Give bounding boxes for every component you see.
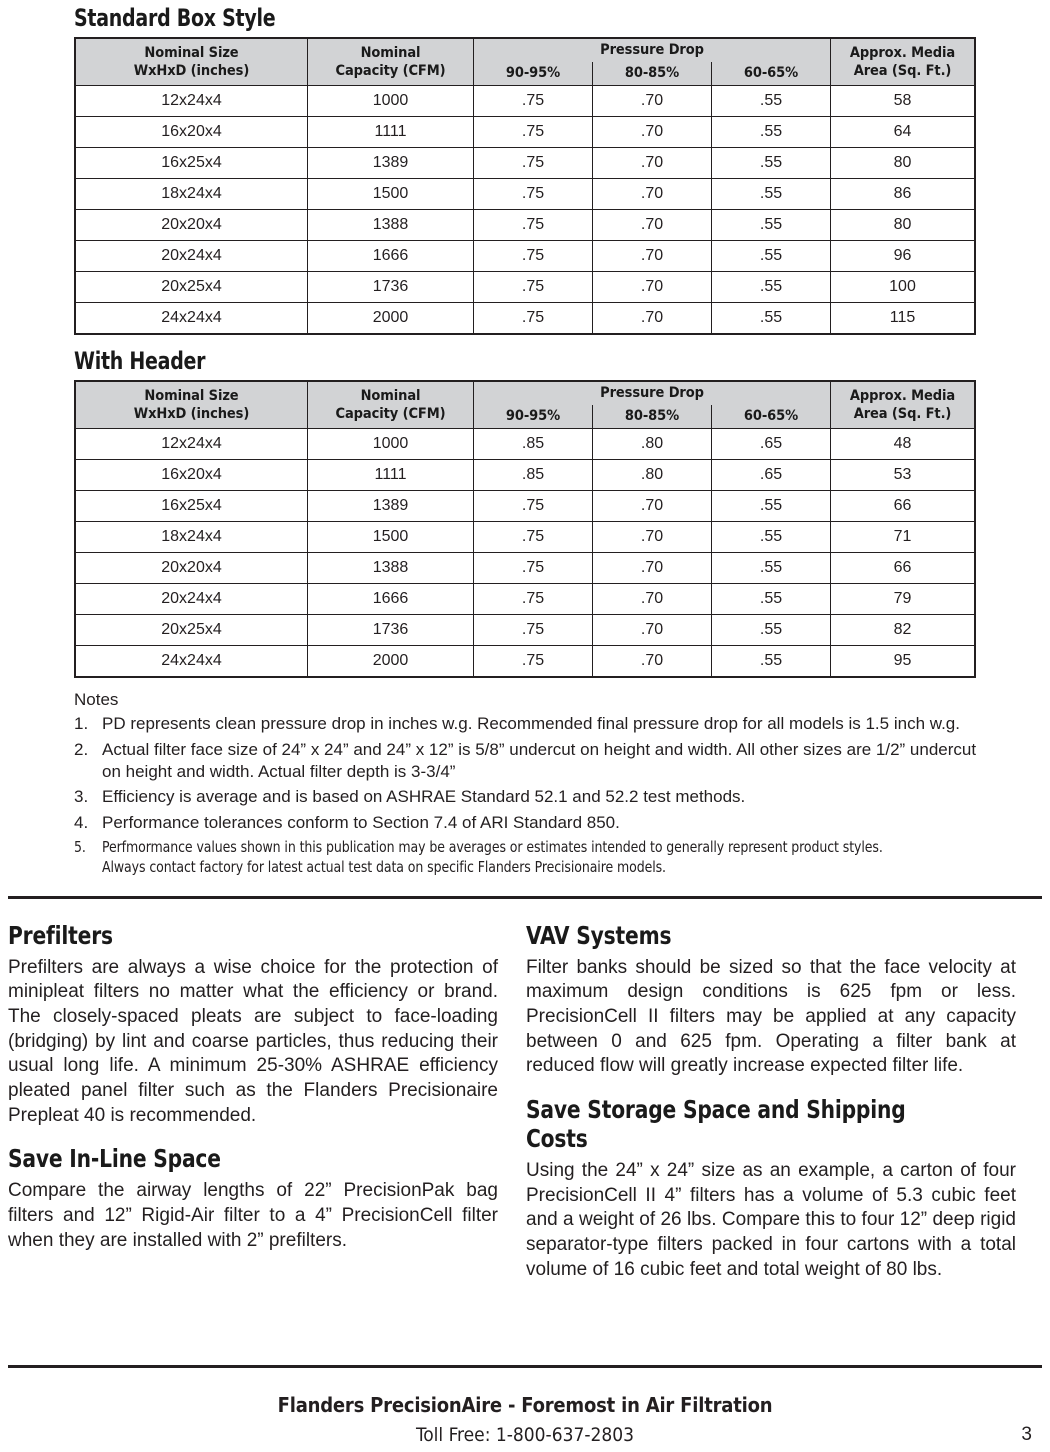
table-cell: .75 (474, 86, 593, 117)
heading-save-storage-space: Save Storage Space and Shipping Costs (526, 1095, 906, 1154)
table-cell: .75 (474, 148, 593, 179)
table-row (75, 241, 975, 272)
table-cell: .55 (712, 646, 831, 678)
table-cell: 95 (831, 646, 976, 678)
note-text: Perfmormance values shown in this publication may be averages or estimates intended to generally represent product styles. Always contact factory for latest actual test data on specific Flanders Precisionaire models. (102, 837, 883, 876)
table-cell: 20x25x4 (75, 272, 308, 303)
table-cell: .85 (474, 429, 593, 460)
notes-label: Notes (74, 690, 119, 709)
table-row (75, 429, 975, 460)
table-cell: 80 (831, 148, 976, 179)
table-cell: 20x20x4 (75, 210, 308, 241)
table-cell: .80 (593, 460, 712, 491)
paragraph-save-storage-space: Using the 24” x 24” size as an example, a carton of four PrecisionCell II 4” filters has a volume of 5.3 cubic feet and a weight of 26 lbs. Compare this to four 12” deep rigid separator-type filters packed in four cartons with a total volume of 16 cubic feet and total weight of 80 lbs. (526, 1160, 1016, 1280)
table-cell: .75 (474, 491, 593, 522)
th-pressure-drop-group: Pressure Drop (474, 381, 831, 405)
th-approx-media-area-line1: Approx. Media (849, 44, 956, 61)
footer-tagline: Flanders PrecisionAire - Foremost in Air Filtration (277, 1393, 773, 1417)
table-row (75, 179, 975, 210)
th-nominal-size-line2: WxHxD (inches) (133, 406, 250, 422)
table-cell: 115 (831, 303, 976, 335)
table-cell: .70 (593, 491, 712, 522)
table-cell: 20x24x4 (75, 584, 308, 615)
table-row (75, 615, 975, 646)
th-nominal-capacity-line1: Nominal (360, 387, 421, 404)
table-cell: 71 (831, 522, 976, 553)
table-body (75, 86, 975, 335)
note-number: 2. (74, 739, 89, 759)
table-cell: .75 (474, 522, 593, 553)
table-cell: .55 (712, 491, 831, 522)
table-cell: 24x24x4 (75, 646, 308, 678)
th-approx-media-area-line2: Area (Sq. Ft.) (853, 63, 952, 79)
table-cell: 79 (831, 584, 976, 615)
table-cell: .70 (593, 522, 712, 553)
heading-prefilters: Prefilters (8, 920, 113, 950)
table-cell: .70 (593, 241, 712, 272)
table-title-with-header: With Header (74, 347, 206, 375)
section-divider (8, 896, 1042, 899)
th-nominal-size (75, 381, 308, 429)
table-cell: 1500 (308, 179, 474, 210)
table-cell: .75 (474, 584, 593, 615)
right-column (526, 921, 1016, 1287)
table-cell: 58 (831, 86, 976, 117)
table-cell: .55 (712, 210, 831, 241)
table-cell: 16x25x4 (75, 148, 308, 179)
spec-table-with-header (74, 380, 976, 678)
th-nominal-capacity (308, 38, 474, 86)
note-number: 1. (74, 714, 89, 733)
table-row (75, 117, 975, 148)
spec-table-standard-box-style (74, 37, 976, 335)
th-pd-60-65: 60-65% (712, 405, 831, 429)
table-cell: 1389 (308, 148, 474, 179)
th-approx-media-area-line1: Approx. Media (849, 387, 956, 404)
th-pd-90-95: 90-95% (474, 405, 593, 429)
paragraph-vav-systems: Filter banks should be sized so that the face velocity at maximum design conditions is 625 fpm or less. PrecisionCell II filters may be applied at any capacity between 0 and 625 fpm. Operating a filter bank at reduced flow will greatly increase expected filter life. (526, 956, 1016, 1077)
table-cell: .70 (593, 86, 712, 117)
th-nominal-size-line1: Nominal Size (144, 44, 239, 61)
table-cell: 82 (831, 615, 976, 646)
table-cell: 16x25x4 (75, 491, 308, 522)
table-cell: .75 (474, 117, 593, 148)
note-text: Efficiency is average and is based on ASHRAE Standard 52.1 and 52.2 test methods. (102, 787, 746, 807)
th-nominal-size-line2: WxHxD (inches) (133, 63, 250, 79)
table-row (75, 460, 975, 491)
table-row (75, 522, 975, 553)
note-item (74, 739, 984, 783)
th-approx-media-area (831, 38, 976, 86)
note-text: Actual filter face size of 24” x 24” and 24” x 12” is 5/8” undercut on height and width. All other sizes are 1/2” undercut on height and width. Actual filter depth is 3-3/4” (102, 739, 977, 781)
table-cell: 20x24x4 (75, 241, 308, 272)
note-item (74, 838, 984, 878)
note-item (74, 786, 984, 808)
note-item (74, 812, 984, 834)
table-row (75, 148, 975, 179)
table-cell: 2000 (308, 646, 474, 678)
table-cell: .75 (474, 646, 593, 678)
table-cell: 1111 (308, 117, 474, 148)
table-header (75, 38, 975, 86)
th-nominal-size (75, 38, 308, 86)
th-nominal-capacity-line2: Capacity (CFM) (335, 63, 446, 79)
paragraph-save-in-line-space: Compare the airway lengths of 22” PrecisionPak bag filters and 12” Rigid-Air filter to a 4” PrecisionCell filter when they are installed with 2” prefilters. (8, 1180, 498, 1251)
table-cell: .75 (474, 303, 593, 335)
note-item (74, 713, 984, 735)
table-cell: .70 (593, 615, 712, 646)
table-cell: 24x24x4 (75, 303, 308, 335)
th-pd-80-85: 80-85% (593, 62, 712, 86)
table-row (75, 86, 975, 117)
note-number: 5. (74, 837, 86, 856)
table-cell: 1000 (308, 86, 474, 117)
th-pd-90-95: 90-95% (474, 62, 593, 86)
table-cell: 96 (831, 241, 976, 272)
th-nominal-capacity-line1: Nominal (360, 44, 421, 61)
table-cell: .80 (593, 429, 712, 460)
table-cell: 1388 (308, 553, 474, 584)
th-approx-media-area (831, 381, 976, 429)
th-nominal-size-line1: Nominal Size (144, 387, 239, 404)
table-cell: 18x24x4 (75, 179, 308, 210)
table-cell: 1666 (308, 584, 474, 615)
table-cell: 1389 (308, 491, 474, 522)
table-cell: .75 (474, 553, 593, 584)
table-cell: 80 (831, 210, 976, 241)
table-cell: 1500 (308, 522, 474, 553)
table-row (75, 303, 975, 335)
table-cell: 20x20x4 (75, 553, 308, 584)
table-cell: 64 (831, 117, 976, 148)
paragraph-prefilters: Prefilters are always a wise choice for the protection of minipleat filters no matter what the efficiency or brand. The closely-spaced pleats are subject to face-loading (bridging) by lint and coarse particles, thus reducing their usual long life. A minimum 25-30% ASHRAE efficiency pleated panel filter such as the Flanders Precisionaire Prepleat 40 is recommended. (8, 956, 498, 1126)
table-cell: 1000 (308, 429, 474, 460)
table-row (75, 646, 975, 678)
left-column (8, 921, 498, 1287)
table-cell: .70 (593, 646, 712, 678)
table-cell: .70 (593, 584, 712, 615)
page-number: 3 (1021, 1424, 1032, 1445)
th-approx-media-area-line2: Area (Sq. Ft.) (853, 406, 952, 422)
notes-list (74, 713, 984, 878)
table-cell: .70 (593, 179, 712, 210)
notes-section (74, 690, 984, 878)
table-cell: .75 (474, 241, 593, 272)
table-row (75, 210, 975, 241)
table-cell: .70 (593, 117, 712, 148)
table-cell: 86 (831, 179, 976, 210)
table-cell: .75 (474, 210, 593, 241)
table-cell: .70 (593, 148, 712, 179)
table-cell: 53 (831, 460, 976, 491)
table-cell: 66 (831, 553, 976, 584)
table-cell: 20x25x4 (75, 615, 308, 646)
table-row (75, 553, 975, 584)
th-pressure-drop-group: Pressure Drop (474, 38, 831, 62)
note-number: 4. (74, 813, 89, 832)
two-column-body (0, 921, 1050, 1287)
table-cell: .70 (593, 272, 712, 303)
table-cell: .55 (712, 179, 831, 210)
table-cell: .75 (474, 179, 593, 210)
table-cell: .55 (712, 148, 831, 179)
table-cell: 66 (831, 491, 976, 522)
heading-save-in-line-space: Save In-Line Space (8, 1144, 221, 1174)
th-pd-60-65: 60-65% (712, 62, 831, 86)
footer-divider (8, 1365, 1042, 1368)
note-text: Performance tolerances conform to Section 7.4 of ARI Standard 850. (102, 813, 620, 832)
table-cell: 1388 (308, 210, 474, 241)
table-cell: 1736 (308, 615, 474, 646)
table-cell: .70 (593, 210, 712, 241)
table-cell: .65 (712, 429, 831, 460)
th-nominal-capacity (308, 381, 474, 429)
table-cell: .55 (712, 553, 831, 584)
table-row (75, 272, 975, 303)
table-cell: .55 (712, 522, 831, 553)
table-cell: 12x24x4 (75, 86, 308, 117)
table-cell: .85 (474, 460, 593, 491)
heading-vav-systems: VAV Systems (526, 920, 672, 950)
table-body (75, 429, 975, 678)
table-cell: .55 (712, 584, 831, 615)
table-cell: .75 (474, 272, 593, 303)
table-cell: .65 (712, 460, 831, 491)
footer-phone: Toll Free: 1-800-637-2803 (416, 1424, 634, 1446)
th-pd-80-85: 80-85% (593, 405, 712, 429)
table-cell: 48 (831, 429, 976, 460)
table-cell: .55 (712, 117, 831, 148)
table-title-standard-box-style: Standard Box Style (74, 4, 276, 32)
note-number: 3. (74, 787, 89, 807)
table-cell: 16x20x4 (75, 117, 308, 148)
note-text: PD represents clean pressure drop in inches w.g. Recommended final pressure drop for all models is 1.5 inch w.g. (102, 714, 960, 733)
table-cell: 100 (831, 272, 976, 303)
table-row (75, 491, 975, 522)
table-cell: .75 (474, 615, 593, 646)
table-cell: 12x24x4 (75, 429, 308, 460)
table-cell: .55 (712, 241, 831, 272)
table-cell: .55 (712, 615, 831, 646)
table-cell: .55 (712, 86, 831, 117)
table-cell: 1111 (308, 460, 474, 491)
table-row (75, 584, 975, 615)
table-cell: .70 (593, 303, 712, 335)
table-cell: 18x24x4 (75, 522, 308, 553)
table-cell: 2000 (308, 303, 474, 335)
table-cell: 1666 (308, 241, 474, 272)
table-cell: 16x20x4 (75, 460, 308, 491)
table-header (75, 381, 975, 429)
table-cell: .55 (712, 303, 831, 335)
table-cell: 1736 (308, 272, 474, 303)
table-cell: .55 (712, 272, 831, 303)
th-nominal-capacity-line2: Capacity (CFM) (335, 406, 446, 422)
table-cell: .70 (593, 553, 712, 584)
